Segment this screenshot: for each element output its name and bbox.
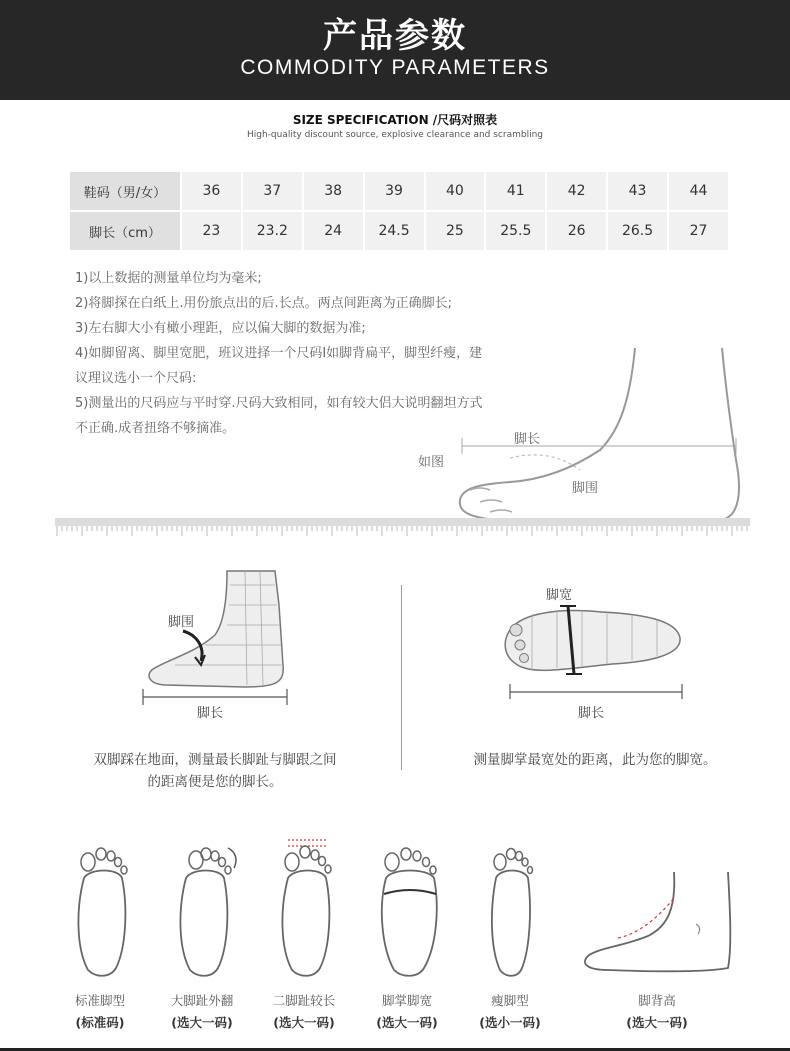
length-cell: 24.5 bbox=[364, 211, 425, 251]
foot-bunion-icon bbox=[172, 838, 242, 978]
foot-type-rec: (选大一码) bbox=[273, 1015, 335, 1030]
size-row-label: 鞋码（男/女） bbox=[69, 171, 181, 211]
foot-type-thin bbox=[465, 990, 555, 1034]
side-foot-girth-label: 脚围 bbox=[572, 481, 599, 496]
foot-type-name: 二脚趾较长 bbox=[272, 993, 336, 1008]
foot-girth-diagram-icon bbox=[135, 565, 295, 710]
header-title-en: COMMODITY PARAMETERS bbox=[240, 56, 550, 79]
length-row bbox=[69, 211, 729, 251]
note-line: 不正确.成者扭络不够摘准。 bbox=[75, 421, 236, 436]
size-cell: 44 bbox=[668, 171, 729, 211]
foot-long-second-toe-icon bbox=[274, 830, 336, 978]
note-line: 5)测量出的尺码应与平时穿.尺码大致相同，如有较大侣大说明翻坦方式 bbox=[75, 396, 483, 411]
length-cell: 27 bbox=[668, 211, 729, 251]
note-line: 2)将脚探在白纸上.用份旅点出的后.长点。两点间距离为正确脚长; bbox=[75, 296, 452, 311]
foot-type-rec: (标准码) bbox=[75, 1015, 125, 1030]
foot-type-name: 脚掌脚宽 bbox=[381, 993, 432, 1008]
length-cell: 26.5 bbox=[607, 211, 668, 251]
section-divider bbox=[401, 585, 402, 770]
size-cell: 42 bbox=[546, 171, 607, 211]
side-example-label: 如图 bbox=[418, 455, 445, 470]
header-banner bbox=[0, 0, 790, 100]
note-line: 1)以上数据的测量单位均为毫米; bbox=[75, 271, 262, 286]
foot-high-instep-icon bbox=[578, 868, 738, 978]
length-row-label: 脚长（cm） bbox=[69, 211, 181, 251]
foot-wide-icon bbox=[376, 838, 442, 978]
foot-type-name: 大脚趾外翻 bbox=[170, 993, 234, 1008]
size-row bbox=[69, 171, 729, 211]
size-table bbox=[68, 170, 730, 252]
size-cell: 40 bbox=[425, 171, 486, 211]
length-cell: 23 bbox=[181, 211, 242, 251]
note-line: 4)如脚留离、脚里宽肥，班议进择一个尺码I如脚背扁平，脚型纤瘦，建 bbox=[75, 346, 483, 361]
foot-type-wide bbox=[362, 990, 452, 1034]
size-cell: 41 bbox=[485, 171, 546, 211]
foot-type-name: 脚背高 bbox=[638, 993, 676, 1008]
foot-type-rec: (选大一码) bbox=[376, 1015, 438, 1030]
size-cell: 37 bbox=[242, 171, 303, 211]
length-cell: 26 bbox=[546, 211, 607, 251]
spec-title: SIZE SPECIFICATION /尺码对照表 bbox=[292, 113, 498, 127]
left-length-label: 脚长 bbox=[197, 706, 224, 721]
right-caption: 测量脚掌最宽处的距离，此为您的脚宽。 bbox=[473, 752, 717, 768]
ruler-icon bbox=[55, 518, 750, 538]
foot-width-diagram-icon bbox=[502, 600, 687, 700]
foot-type-bunion bbox=[157, 990, 247, 1034]
size-cell: 38 bbox=[303, 171, 364, 211]
foot-type-high-instep bbox=[612, 990, 702, 1034]
size-cell: 39 bbox=[364, 171, 425, 211]
foot-type-standard bbox=[55, 990, 145, 1034]
note-line: 议理议选小一个尺码: bbox=[75, 371, 197, 386]
length-cell: 23.2 bbox=[242, 211, 303, 251]
size-cell: 43 bbox=[607, 171, 668, 211]
size-cell: 36 bbox=[181, 171, 242, 211]
foot-type-rec: (选大一码) bbox=[626, 1015, 688, 1030]
side-foot-icon bbox=[440, 340, 770, 540]
foot-thin-icon bbox=[482, 838, 538, 978]
side-foot-length-label: 脚长 bbox=[514, 432, 541, 447]
note-line: 3)左右脚大小有橄小理距，应以偏大脚的数据为准; bbox=[75, 321, 366, 336]
foot-type-long-second-toe bbox=[259, 990, 349, 1034]
spec-subtitle: High-quality discount source, explosive clearance and scrambling bbox=[247, 130, 543, 140]
length-cell: 25.5 bbox=[485, 211, 546, 251]
left-caption bbox=[70, 749, 360, 793]
foot-type-rec: (选大一码) bbox=[171, 1015, 233, 1030]
right-width-label: 脚宽 bbox=[546, 588, 573, 603]
length-cell: 24 bbox=[303, 211, 364, 251]
length-cell: 25 bbox=[425, 211, 486, 251]
right-length-label: 脚长 bbox=[578, 706, 605, 721]
left-caption-line: 双脚踩在地面，测量最长脚趾与脚跟之间 bbox=[93, 752, 337, 768]
left-caption-line: 的距离便是您的脚长。 bbox=[147, 774, 283, 790]
foot-type-rec: (选小一码) bbox=[479, 1015, 541, 1030]
foot-type-name: 标准脚型 bbox=[74, 993, 125, 1008]
left-girth-label: 脚围 bbox=[168, 615, 195, 630]
foot-standard-icon bbox=[70, 838, 132, 978]
foot-type-name: 瘦脚型 bbox=[491, 993, 529, 1008]
header-title-cn: 产品参数 bbox=[323, 16, 467, 56]
